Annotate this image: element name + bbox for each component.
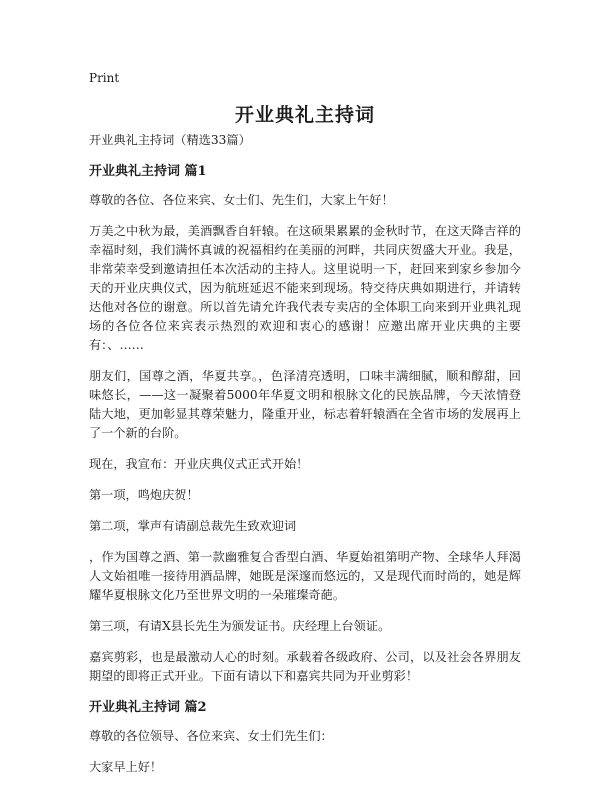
paragraph: 朋友们，国尊之酒，华夏共享。，色泽清亮透明，口味丰满细腻，顺和醇甜，回味悠长，——这一凝聚着5000年华夏文明和根脉文化的民族品牌，今天浓情登陆大地，更加彰显其尊荣魅力，隆重开业，标志着轩辕酒在全省市场的发展再上了一个新的台阶。 [89, 369, 521, 440]
paragraph: 第三项，有请X县长先生为颁发证书。庆经理上台领证。 [89, 619, 391, 633]
section-heading: 开业典礼主持词 篇1 [89, 164, 207, 179]
paragraph: ，作为国尊之酒、第一款幽雅复合香型白酒、华夏始祖第明产物、全球华人拜渴人文始祖唯一接待用酒品牌，她既是深邃而悠远的，又是现代而时尚的，她是辉耀华夏根脉文化乃至世界文明的一朵璀璨奇葩。 [89, 550, 521, 602]
paragraph: 嘉宾剪彩，也是最激动人心的时刻。承载着各级政府、公司，以及社会各界朋友期望的即将正式开业。下面有请以下和嘉宾共同为开业剪彩！ [89, 650, 521, 683]
document-subtitle: 开业典礼主持词（精选33篇） [89, 133, 251, 147]
paragraph: 尊敬的各位领导、各位来宾、女士们先生们： [89, 729, 333, 743]
document-body [89, 131, 521, 789]
paragraph: 第一项，鸣炮庆贺！ [89, 488, 199, 502]
paragraph: 现在，我宣布：开业庆典仪式正式开始！ [89, 457, 309, 471]
paragraph: 大家早上好！ [89, 760, 163, 774]
document-title: 开业典礼主持词 [234, 104, 375, 126]
paragraph: 万美之中秋为最，美酒飘香自轩辕。在这硕果累累的金秋时节，在这天降吉祥的幸福时刻，我们满怀真诚的祝福相约在美丽的河畔，共同庆贺盛大开业。我是，非常荣幸受到邀请担任本次活动的主持人。这里说明一下，赶回来到家乡参加今天的开业庆典仪式，因为航班延迟不能来到现场。特交待庆典如期进行，并请转达他对各位的谢意。所以首先请允许我代表专卖店的全体职工向来到开业典礼现场的各位各位来宾表示热烈的欢迎和衷心的感谢！应邀出席开业庆典的主要有：、…… [89, 224, 521, 352]
print-link[interactable]: Print [89, 71, 120, 85]
section-heading: 开业典礼主持词 篇2 [89, 700, 207, 715]
paragraph: 第二项，掌声有请副总裁先生致欢迎词 [89, 519, 297, 533]
paragraph: 尊敬的各位、各位来宾、女士们、先生们，大家上午好！ [89, 193, 394, 207]
